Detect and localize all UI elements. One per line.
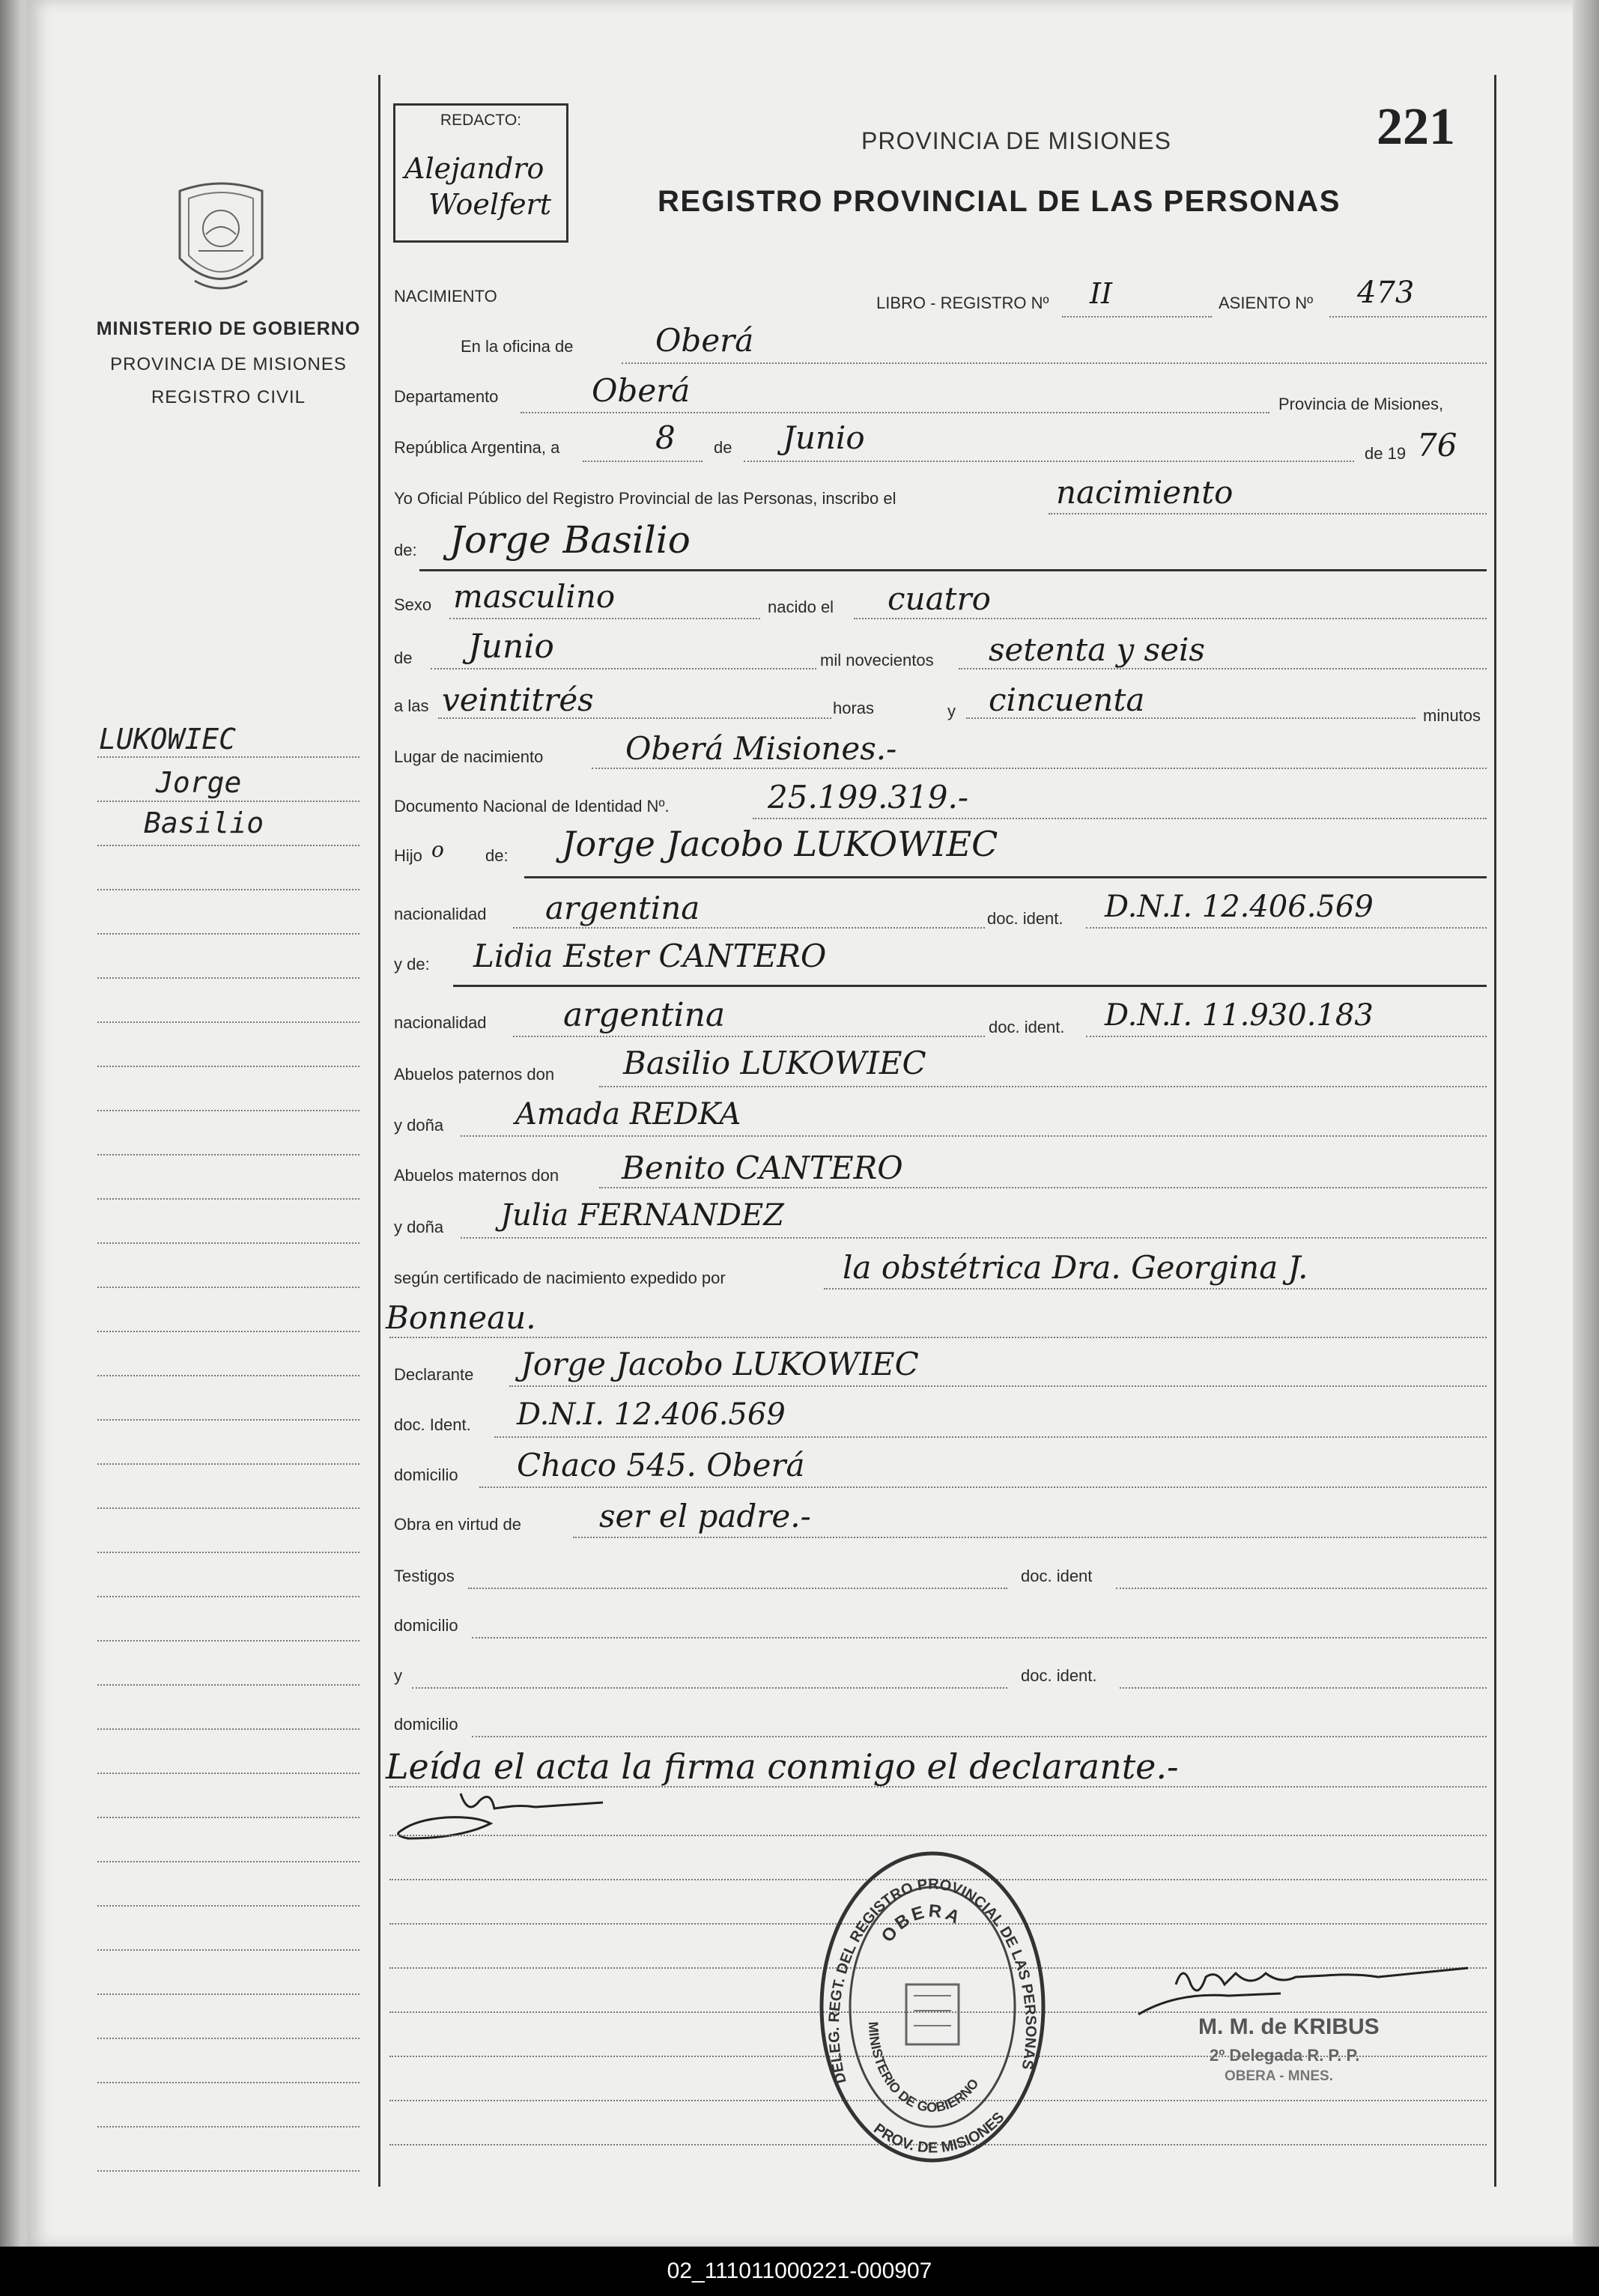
abuelo-pat-value: Basilio LUKOWIEC bbox=[623, 1045, 926, 1081]
sexo-value: masculino bbox=[453, 578, 616, 615]
inscribo-line bbox=[1049, 513, 1487, 514]
margin-ruled-line bbox=[97, 1375, 359, 1376]
redacto-label: REDACTO: bbox=[440, 112, 522, 129]
abuela-mat-value: Julia FERNANDEZ bbox=[500, 1198, 784, 1233]
margin-ruled-line bbox=[97, 801, 359, 802]
redacto-name-1: Alejandro bbox=[404, 152, 544, 185]
nacido-line bbox=[854, 618, 1487, 619]
oficina-label: En la oficina de bbox=[461, 337, 574, 356]
padre-line bbox=[524, 876, 1487, 878]
oficina-value: Oberá bbox=[655, 322, 754, 359]
margin-ruled-line bbox=[97, 933, 359, 935]
de2-label: de bbox=[394, 649, 413, 667]
obra-label: Obra en virtud de bbox=[394, 1515, 521, 1534]
anio2-value: setenta y seis bbox=[989, 631, 1205, 668]
margin-ruled-line bbox=[97, 2082, 359, 2083]
declarante-doc-line bbox=[494, 1436, 1487, 1438]
domicilio-value: Chaco 545. Oberá bbox=[517, 1447, 805, 1483]
anio-value: 76 bbox=[1417, 427, 1457, 464]
sexo-label: Sexo bbox=[394, 595, 432, 614]
redacto-name-2: Woelfert bbox=[428, 188, 551, 221]
anio2-line bbox=[959, 668, 1487, 669]
y2-line bbox=[412, 1687, 1007, 1689]
left-frame-line bbox=[378, 75, 380, 2187]
margin-ruled-line bbox=[97, 845, 359, 846]
abuela-mat-line bbox=[461, 1237, 1487, 1239]
minutos-line bbox=[966, 717, 1416, 719]
page-edge bbox=[1573, 0, 1599, 2247]
abuelos-mat-label: Abuelos maternos don bbox=[394, 1166, 559, 1185]
asiento-value: 473 bbox=[1357, 276, 1415, 310]
testigos-line bbox=[468, 1588, 1007, 1589]
margin-ruled-line bbox=[97, 1861, 359, 1862]
margin-ruled-line bbox=[97, 1552, 359, 1553]
lugar-line bbox=[592, 768, 1487, 769]
declarante-value: Jorge Jacobo LUKOWIEC bbox=[521, 1346, 919, 1382]
margin-ruled-line bbox=[97, 1905, 359, 1907]
obra-value: ser el padre.- bbox=[599, 1498, 811, 1534]
de-label: de bbox=[714, 438, 732, 457]
lugar-value: Oberá Misiones.- bbox=[625, 730, 897, 767]
margin-ruled-line bbox=[97, 2170, 359, 2172]
milnovecientos-label: mil novecientos bbox=[820, 651, 934, 669]
libro-label: LIBRO - REGISTRO Nº bbox=[876, 294, 1049, 312]
testigos-label: Testigos bbox=[394, 1567, 455, 1585]
margin-ruled-line bbox=[97, 1110, 359, 1111]
official-name: M. M. de KRIBUS bbox=[1198, 2014, 1380, 2039]
nombre-value: Jorge Basilio bbox=[449, 518, 691, 562]
mes-line bbox=[744, 461, 1354, 462]
margin-ruled-line bbox=[97, 1507, 359, 1509]
margin-ruled-line bbox=[97, 1154, 359, 1155]
docident2-label: doc. Ident. bbox=[394, 1415, 471, 1434]
domicilio-line bbox=[479, 1486, 1487, 1488]
mes-value: Junio bbox=[783, 419, 865, 456]
ministry-province: PROVINCIA DE MISIONES bbox=[110, 354, 347, 374]
minutos-label: minutos bbox=[1423, 706, 1481, 725]
margin-ruled-line bbox=[97, 1773, 359, 1774]
padre-doc-line bbox=[1086, 927, 1487, 929]
dia-line bbox=[583, 461, 703, 462]
padre-nac-line bbox=[513, 927, 985, 929]
nacionalidad2-label: nacionalidad bbox=[394, 1013, 487, 1032]
testigos-doc-line bbox=[1116, 1588, 1487, 1589]
de-nombre-label: de: bbox=[394, 541, 417, 559]
ydona-label: y doña bbox=[394, 1116, 444, 1135]
certificado-value-1: la obstétrica Dra. Georgina J. bbox=[843, 1249, 1308, 1286]
official-title: 2º Delegada R. P. P. bbox=[1210, 2046, 1360, 2065]
madre-line bbox=[453, 985, 1487, 987]
declarant-signature bbox=[386, 1786, 610, 1846]
y2-label: y bbox=[394, 1666, 402, 1685]
dni-value: 25.199.319.- bbox=[768, 779, 969, 816]
declarante-doc-value: D.N.I. 12.406.569 bbox=[517, 1397, 786, 1432]
margin-ruled-line bbox=[97, 1419, 359, 1421]
abuela-pat-line bbox=[461, 1135, 1487, 1137]
hijo-suffix: o bbox=[431, 837, 444, 862]
hijo-label: Hijo bbox=[394, 846, 422, 865]
leida-text: Leída el acta la firma conmigo el declarante.- bbox=[386, 1746, 1179, 1787]
obra-line bbox=[573, 1537, 1487, 1538]
minutos-value: cincuenta bbox=[989, 681, 1145, 718]
margin-ruled-line bbox=[97, 889, 359, 890]
margin-ruled-line bbox=[97, 1198, 359, 1200]
mes2-value: Junio bbox=[468, 628, 554, 666]
ministry-name: MINISTERIO DE GOBIERNO bbox=[96, 318, 361, 339]
oficina-line bbox=[622, 362, 1487, 364]
horas-label: horas bbox=[833, 699, 875, 717]
nacionalidad-label: nacionalidad bbox=[394, 905, 487, 923]
folio-number: 221 bbox=[1377, 98, 1455, 156]
departamento-label: Departamento bbox=[394, 387, 499, 406]
ministry-crest-icon bbox=[165, 176, 277, 303]
alas-label: a las bbox=[394, 696, 429, 715]
sexo-line bbox=[449, 618, 760, 619]
abuela-pat-value: Amada REDKA bbox=[515, 1097, 741, 1132]
ministry-registry: REGISTRO CIVIL bbox=[151, 387, 306, 407]
margin-ruled-line bbox=[97, 977, 359, 979]
official-location: OBERA - MNES. bbox=[1225, 2068, 1333, 2084]
margin-ruled-line bbox=[97, 1596, 359, 1597]
svg-text:MINISTERIO DE GOBIERNO bbox=[866, 2021, 982, 2115]
departamento-line bbox=[521, 412, 1269, 413]
margin-surname: LUKOWIEC bbox=[99, 723, 237, 756]
certificado-line-2 bbox=[389, 1337, 1487, 1338]
stamp-outer-text: DELEG. REGT. DEL REGISTRO PROVINCIAL DE LAS PERSONAS bbox=[825, 1876, 1040, 2086]
mes2-line bbox=[431, 668, 816, 669]
abuelos-pat-label: Abuelos paternos don bbox=[394, 1065, 555, 1084]
nacimiento-label: NACIMIENTO bbox=[394, 287, 497, 306]
lugar-label: Lugar de nacimiento bbox=[394, 747, 544, 766]
margin-ruled-line bbox=[97, 1287, 359, 1288]
page-title: REGISTRO PROVINCIAL DE LAS PERSONAS bbox=[658, 185, 1341, 218]
docident3-label: doc. ident bbox=[1021, 1567, 1093, 1585]
official-signature bbox=[1131, 1955, 1483, 2022]
image-footer: 02_111011000221-000907 bbox=[0, 2247, 1599, 2296]
yde-label: y de: bbox=[394, 955, 430, 974]
departamento-value: Oberá bbox=[592, 372, 691, 409]
madre-nac-value: argentina bbox=[563, 996, 726, 1034]
asiento-label: ASIENTO Nº bbox=[1219, 294, 1314, 312]
margin-ruled-line bbox=[97, 1021, 359, 1023]
asiento-line bbox=[1329, 316, 1487, 318]
hora-line bbox=[438, 717, 831, 719]
nacido-value: cuatro bbox=[888, 580, 991, 617]
margin-first-name: Jorge bbox=[156, 766, 242, 799]
madre-nac-line bbox=[513, 1036, 985, 1037]
stamp-inner-text: MINISTERIO DE GOBIERNO bbox=[865, 2021, 982, 2116]
libro-line bbox=[1062, 316, 1212, 318]
margin-ruled-line bbox=[97, 756, 359, 758]
nacido-label: nacido el bbox=[768, 598, 834, 616]
hijo-de-label: de: bbox=[485, 846, 509, 865]
margin-ruled-line bbox=[97, 1817, 359, 1818]
margin-ruled-line bbox=[97, 1993, 359, 1995]
stamp-top-text: OBERA bbox=[877, 1901, 966, 1946]
official-signature-block bbox=[1131, 1955, 1483, 2104]
domicilio3-label: domicilio bbox=[394, 1715, 458, 1734]
hora-value: veintitrés bbox=[442, 681, 594, 718]
nombre-line bbox=[419, 569, 1487, 571]
abuelo-pat-line bbox=[599, 1086, 1487, 1087]
docident-madre-label: doc. ident. bbox=[989, 1018, 1065, 1036]
abuelo-mat-value: Benito CANTERO bbox=[622, 1149, 903, 1186]
madre-doc-value: D.N.I. 11.930.183 bbox=[1105, 998, 1374, 1033]
docident-label: doc. ident. bbox=[987, 909, 1064, 928]
declarante-line bbox=[509, 1385, 1487, 1387]
stamp-bottom-text: PROV. DE MISIONES bbox=[870, 2109, 1008, 2157]
domicilio2-label: domicilio bbox=[394, 1616, 458, 1635]
domicilio-label: domicilio bbox=[394, 1466, 458, 1484]
margin-ruled-line bbox=[97, 1331, 359, 1332]
margin-ruled-line bbox=[97, 1728, 359, 1730]
margin-ruled-line bbox=[97, 2038, 359, 2039]
libro-value: II bbox=[1090, 277, 1113, 310]
y2-doc-line bbox=[1120, 1687, 1487, 1689]
margin-ruled-line bbox=[97, 1066, 359, 1067]
dia-value: 8 bbox=[655, 419, 676, 456]
padre-doc-value: D.N.I. 12.406.569 bbox=[1105, 890, 1374, 924]
padre-nac-value: argentina bbox=[545, 890, 700, 926]
abuelo-mat-line bbox=[599, 1187, 1487, 1188]
docident4-label: doc. ident. bbox=[1021, 1666, 1097, 1685]
provincia-label: Provincia de Misiones, bbox=[1278, 395, 1444, 413]
republica-label: República Argentina, a bbox=[394, 438, 560, 457]
certificado-line-1 bbox=[824, 1288, 1487, 1290]
margin-ruled-line bbox=[97, 1684, 359, 1686]
ydona2-label: y doña bbox=[394, 1218, 444, 1236]
y-label: y bbox=[947, 702, 956, 720]
official-stamp bbox=[816, 1850, 1049, 2164]
domicilio2-line bbox=[472, 1637, 1487, 1639]
certificado-label: según certificado de nacimiento expedido por bbox=[394, 1269, 726, 1287]
blank-ruled-line bbox=[389, 1835, 1487, 1836]
domicilio3-line bbox=[472, 1736, 1487, 1737]
margin-ruled-line bbox=[97, 2126, 359, 2128]
madre-value: Lidia Ester CANTERO bbox=[473, 938, 827, 974]
dni-label: Documento Nacional de Identidad Nº. bbox=[394, 797, 670, 816]
header-province: PROVINCIA DE MISIONES bbox=[861, 127, 1171, 154]
margin-ruled-line bbox=[97, 1242, 359, 1244]
certificado-value-2: Bonneau. bbox=[386, 1299, 536, 1336]
declarante-label: Declarante bbox=[394, 1365, 474, 1384]
dni-line bbox=[753, 818, 1487, 819]
margin-ruled-line bbox=[97, 1463, 359, 1465]
madre-doc-line bbox=[1086, 1036, 1487, 1037]
redacto-box bbox=[393, 103, 568, 243]
margin-second-name: Basilio bbox=[144, 807, 264, 839]
padre-value: Jorge Jacobo LUKOWIEC bbox=[562, 824, 998, 864]
margin-ruled-line bbox=[97, 1640, 359, 1641]
margin-ruled-line bbox=[97, 1949, 359, 1951]
inscribo-value: nacimiento bbox=[1056, 474, 1234, 511]
inscribo-label: Yo Oficial Público del Registro Provincial de las Personas, inscribo el bbox=[394, 489, 896, 508]
right-frame-line bbox=[1494, 75, 1496, 2187]
de19-label: de 19 bbox=[1365, 444, 1407, 463]
